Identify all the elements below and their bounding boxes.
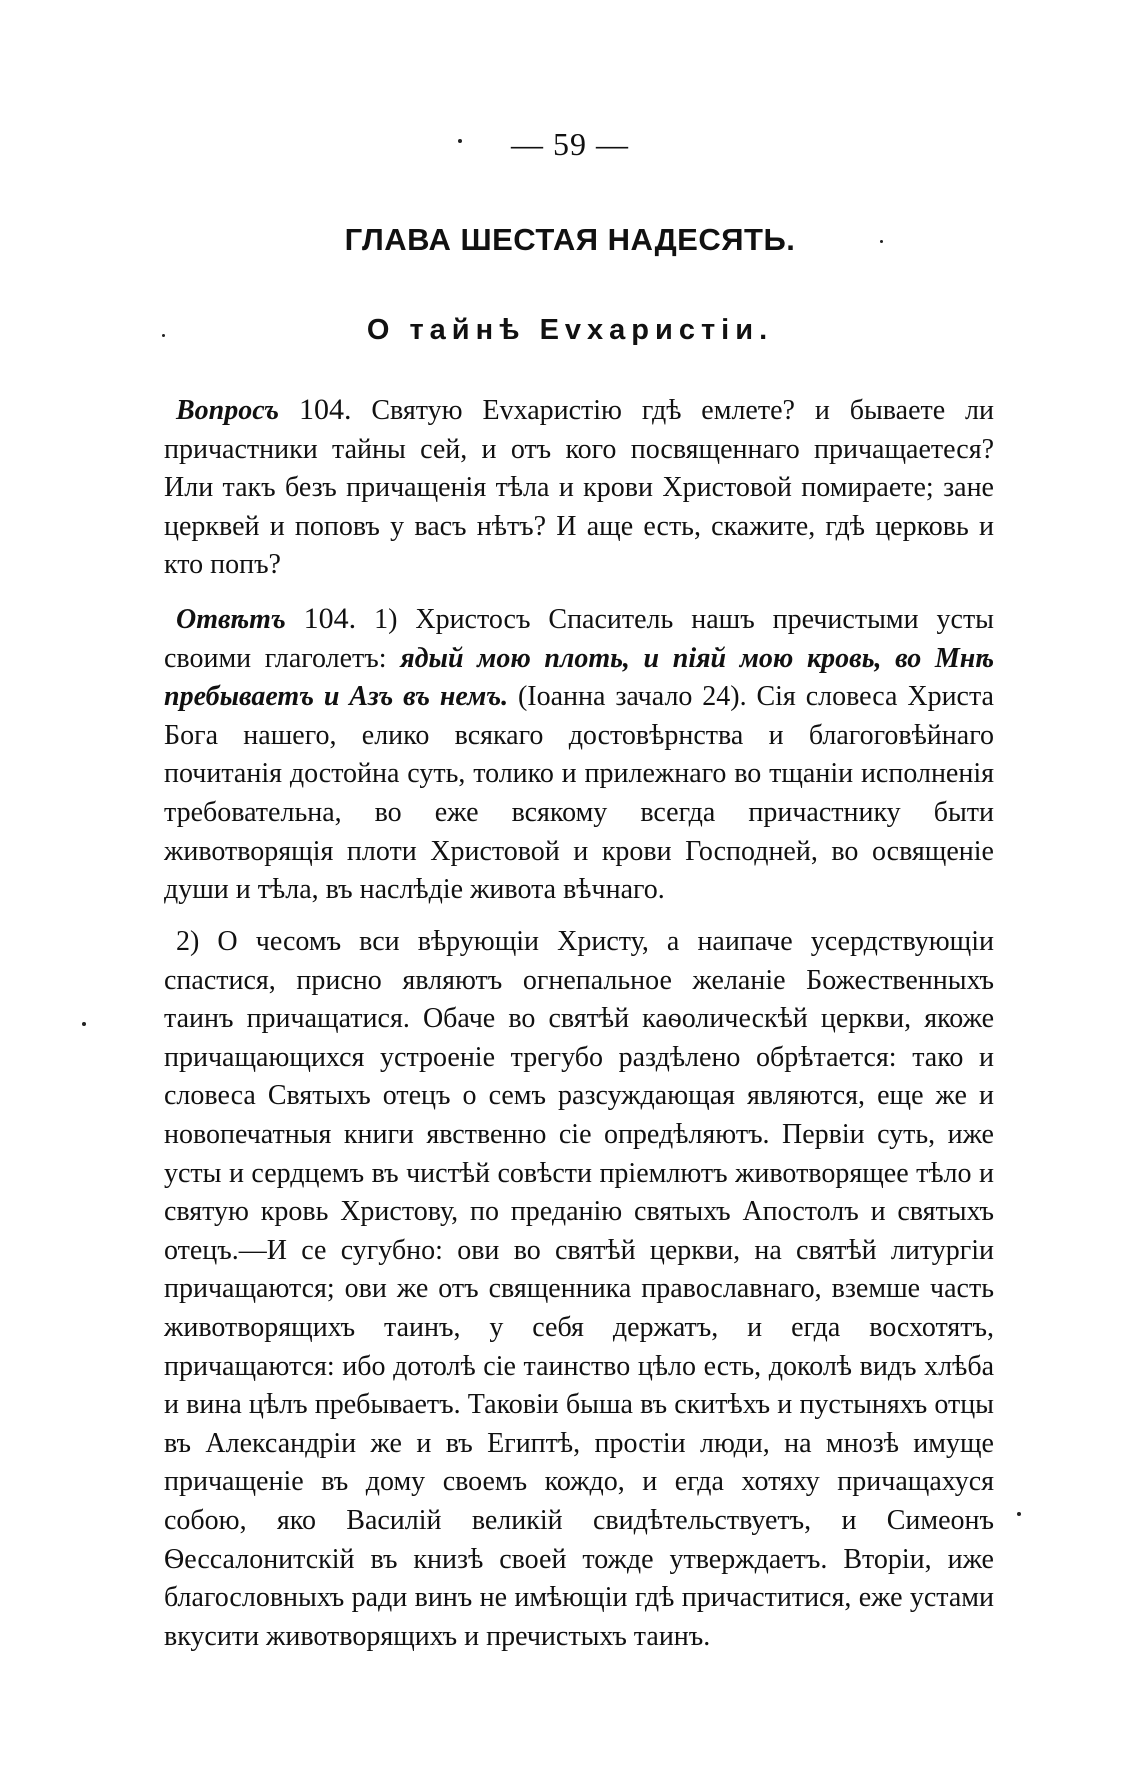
chapter-subtitle: О тайнѣ Еvхаристіи. [366,314,774,346]
question-paragraph [164,391,994,585]
answer-label: Отвѣтъ [176,604,286,635]
answer-number: 104. [303,602,357,635]
print-speck [82,1022,86,1026]
second-text: 2) О чесомъ вси вѣрующіи Христу, а наипаче усердствующіи спастися, присно являютъ огнепальное желаніе Божественныхъ таинъ причащатися. Обаче во святѣй каѳолическѣй церкви, якоже причащающихся устроеніе трегубо раздѣлено обрѣтается: тако и словеса Святыхъ отецъ о семъ разсуждающая являются, еще же и новопечатныя книги явственно сіе опредѣляютъ. Первіи суть, иже усты и сердцемъ въ чистѣй совѣсти пріемлютъ животворящее тѣло и святую кровь Христову, по преданію святыхъ Апостолъ и святыхъ отецъ.—И се сугубно: ови во святѣй церкви, на святѣй литургіи причащаются; ови же отъ священника православнаго, вземше часть животворящихъ таинъ, у себя держатъ, и егда восхотятъ, причащаются: ибо дотолѣ сіе таинство цѣло есть, доколѣ видъ хлѣба и вина цѣлъ пребываетъ. Таковіи быша въ скитѣхъ и пустыняхъ отцы въ Александріи же и въ Египтѣ, простіи люди, на мнозѣ имуще причащеніе въ дому своемъ кождо, и егда хотяху причащахуся собою, яко Василій великій свидѣтельствуетъ, и Симеонъ Ѳессалонитскій въ книзѣ своей тожде утверждаетъ. Вторіи, иже благословныхъ ради винъ не имѣющіи гдѣ причаститися, еже устами вкусити животворящихъ и пречистыхъ таинъ. [164,926,994,1652]
second-paragraph [164,923,994,1656]
print-speck [1017,1512,1021,1516]
question-label: Вопросъ [176,395,280,426]
answer-rest: (Іоанна зачало 24). Сія словеса Христа Бога нашего, елико всякаго достовѣрнства и благоговѣйнаго почитанія достойна суть, толико и прилежнаго во тщаніи исполненія требовательна, во еже всякому всегда причастнику быти животворящія плоти Христовой и крови Господней, во освященіе души и тѣла, въ наслѣдіе живота вѣчнаго. [164,681,994,906]
chapter-title: ГЛАВА ШЕСТАЯ НАДЕСЯТЬ. [344,222,796,257]
answer-paragraph [164,600,994,910]
question-number: 104. [298,393,352,426]
question-text: Святую Еvхаристію гдѣ емлете? и бываете ли причастники тайны сей, и отъ кого посвященнаго причащаетеся? Или такъ безъ причащенія тѣла и крови Христовой помираете; зане церквей и поповъ у васъ нѣтъ? И аще есть, скажите, гдѣ церковь и кто попъ? [164,395,995,581]
answer-lead: 1) Христосъ Спаситель нашъ пречистыми усты своими глаголетъ: [164,604,994,674]
page-number: — 59 — [511,126,629,162]
scripture-quote: ядый мою плоть, и піяй мою кровь, во Мнѣ пребываетъ и Азъ въ немъ. [164,642,995,713]
